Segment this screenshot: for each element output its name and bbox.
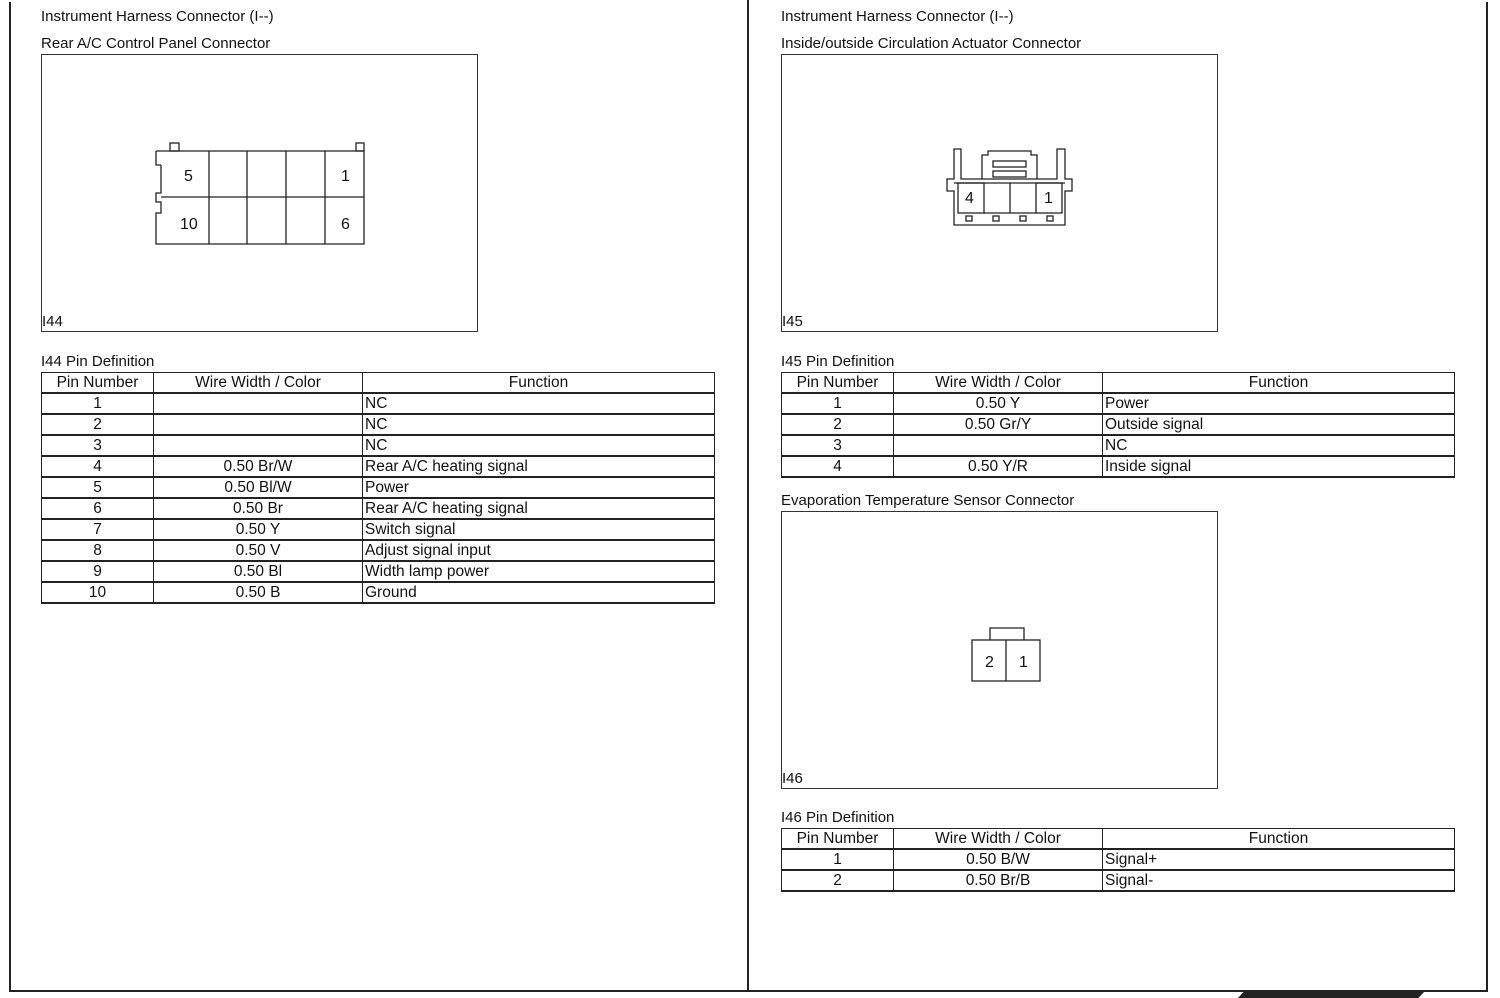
i46-pin-table (781, 828, 1455, 892)
pin-number-cell: 1 (782, 849, 894, 870)
table-row (42, 393, 715, 414)
table-row (782, 456, 1455, 477)
function-cell: Ground (363, 582, 715, 603)
function-cell: Signal+ (1103, 849, 1455, 870)
i45-code: I45 (782, 313, 803, 330)
table-row (782, 435, 1455, 456)
function-header: Function (1103, 373, 1455, 394)
function-cell: NC (363, 435, 715, 456)
pin-number-cell: 9 (42, 561, 154, 582)
i44-table-title: I44 Pin Definition (41, 353, 155, 370)
wire-cell: 0.50 Y (154, 519, 363, 540)
wire-cell (154, 393, 363, 414)
i44-connector-box (41, 54, 478, 332)
function-cell: Rear A/C heating signal (363, 498, 715, 519)
wire-cell: 0.50 Br/W (154, 456, 363, 477)
i45-pin-label-1: 1 (1044, 190, 1053, 207)
pin-number-cell: 1 (42, 393, 154, 414)
table-row (42, 582, 715, 603)
wire-cell: 0.50 B/W (894, 849, 1103, 870)
pin-number-cell: 3 (782, 435, 894, 456)
i46-connector-box (781, 511, 1218, 789)
wire-cell: 0.50 Br/B (894, 870, 1103, 891)
i44-pin-label-1: 1 (341, 168, 350, 185)
i46-pin-label-1: 1 (1019, 654, 1028, 671)
wire-cell: 0.50 Y/R (894, 456, 1103, 477)
i44-pin-label-10: 10 (180, 216, 198, 233)
i44-pin-label-6: 6 (341, 216, 350, 233)
function-cell: Power (363, 477, 715, 498)
table-row (42, 498, 715, 519)
pin-number-cell: 10 (42, 582, 154, 603)
function-cell: Inside signal (1103, 456, 1455, 477)
i45-pin-table (781, 372, 1455, 478)
function-cell: NC (1103, 435, 1455, 456)
function-cell: NC (363, 393, 715, 414)
pin-number-cell: 4 (782, 456, 894, 477)
i45-pin-label-4: 4 (965, 190, 974, 207)
i46-table-title: I46 Pin Definition (781, 809, 895, 826)
i46-code: I46 (782, 770, 803, 787)
pin-number-header: Pin Number (782, 373, 894, 394)
function-cell: Switch signal (363, 519, 715, 540)
pin-number-cell: 2 (782, 414, 894, 435)
column-divider (747, 0, 749, 992)
pin-number-cell: 2 (42, 414, 154, 435)
function-cell: Signal- (1103, 870, 1455, 891)
left-harness-title: Instrument Harness Connector (I--) (41, 8, 274, 25)
table-row (42, 456, 715, 477)
wire-cell: 0.50 V (154, 540, 363, 561)
function-cell: Power (1103, 393, 1455, 414)
function-cell: Adjust signal input (363, 540, 715, 561)
i46-connector-title: Evaporation Temperature Sensor Connector (781, 492, 1075, 509)
function-cell: NC (363, 414, 715, 435)
wire-cell: 0.50 Bl/W (154, 477, 363, 498)
pin-number-cell: 7 (42, 519, 154, 540)
table-row (42, 477, 715, 498)
right-harness-title: Instrument Harness Connector (I--) (781, 8, 1014, 25)
pin-number-cell: 8 (42, 540, 154, 561)
wire-cell (154, 414, 363, 435)
function-cell: Rear A/C heating signal (363, 456, 715, 477)
function-cell: Width lamp power (363, 561, 715, 582)
table-row (42, 414, 715, 435)
table-row (42, 435, 715, 456)
table-row (782, 414, 1455, 435)
i45-connector-box (781, 54, 1218, 332)
i44-connector-title: Rear A/C Control Panel Connector (41, 35, 271, 52)
wire-cell (154, 435, 363, 456)
wire-cell: 0.50 Br (154, 498, 363, 519)
wire-cell: 0.50 Gr/Y (894, 414, 1103, 435)
wire-cell (894, 435, 1103, 456)
pin-number-cell: 6 (42, 498, 154, 519)
table-row (42, 540, 715, 561)
pin-number-cell: 5 (42, 477, 154, 498)
pin-number-cell: 3 (42, 435, 154, 456)
i45-connector-title: Inside/outside Circulation Actuator Connector (781, 35, 1082, 52)
table-row (782, 393, 1455, 414)
table-row (42, 519, 715, 540)
pin-number-cell: 1 (782, 393, 894, 414)
pin-number-cell: 4 (42, 456, 154, 477)
wire-cell: 0.50 Bl (154, 561, 363, 582)
function-header: Function (363, 373, 715, 394)
function-cell: Outside signal (1103, 414, 1455, 435)
i45-connector-diagram (782, 55, 1219, 333)
i44-pin-table (41, 372, 715, 604)
table-row (782, 849, 1455, 870)
table-row (782, 870, 1455, 891)
table-row (42, 561, 715, 582)
pin-number-header: Pin Number (42, 373, 154, 394)
i46-connector-diagram (782, 512, 1219, 790)
wire-header: Wire Width / Color (154, 373, 363, 394)
i44-connector-diagram (42, 55, 479, 333)
wire-cell: 0.50 B (154, 582, 363, 603)
i44-code: I44 (42, 313, 63, 330)
function-header: Function (1103, 829, 1455, 850)
wire-header: Wire Width / Color (894, 829, 1103, 850)
i44-pin-label-5: 5 (184, 168, 193, 185)
pin-number-cell: 2 (782, 870, 894, 891)
wire-cell: 0.50 Y (894, 393, 1103, 414)
wire-header: Wire Width / Color (894, 373, 1103, 394)
i46-pin-label-2: 2 (985, 654, 994, 671)
i45-table-title: I45 Pin Definition (781, 353, 895, 370)
pin-number-header: Pin Number (782, 829, 894, 850)
footer-bar (1238, 992, 1424, 998)
